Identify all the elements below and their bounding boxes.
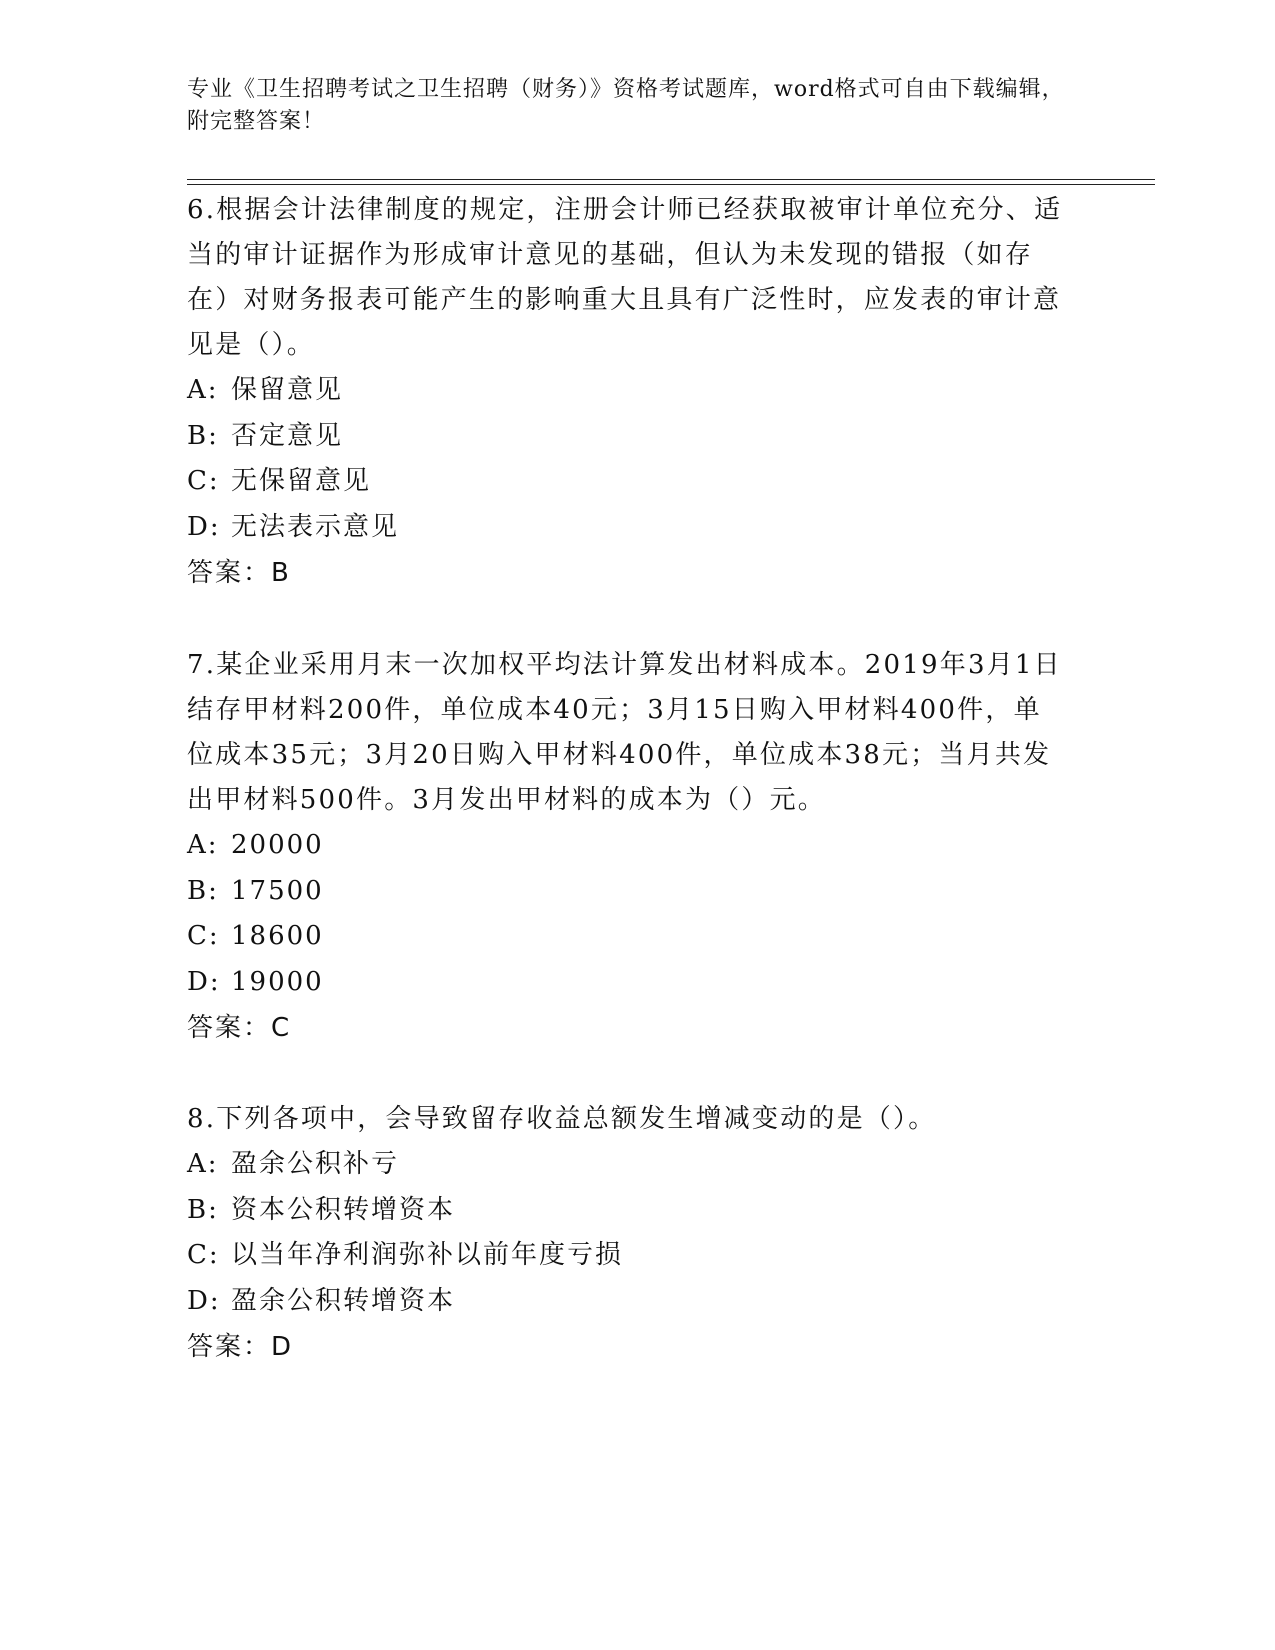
- option-letter: D:: [187, 1285, 221, 1316]
- option-text: 18600: [231, 921, 324, 951]
- option-letter: C:: [187, 466, 220, 496]
- option-a: [187, 1142, 1067, 1188]
- option-letter: C:: [187, 1240, 220, 1270]
- option-text: 盈余公积补亏: [231, 1149, 400, 1179]
- header-rule-top: [187, 179, 1155, 180]
- option-b: [187, 869, 1067, 915]
- answer-line: 答案：C: [187, 1013, 292, 1043]
- question-stem: 6.根据会计法律制度的规定，注册会计师已经获取被审计单位充分、适当的审计证据作为形成审计意见的基础，但认为未发现的错报（如存在）对财务报表可能产生的影响重大且具有广泛性时，应发表的审计意见是（）。: [187, 195, 1063, 360]
- question-stem: 8.下列各项中，会导致留存收益总额发生增减变动的是（）。: [187, 1104, 937, 1134]
- option-letter: A:: [187, 1149, 219, 1179]
- answer-line: 答案：B: [187, 558, 291, 588]
- option-text: 20000: [231, 830, 324, 860]
- answer-line: 答案：D: [187, 1332, 294, 1362]
- option-d: [187, 960, 1067, 1006]
- option-d: [187, 505, 1067, 551]
- option-a: [187, 823, 1067, 869]
- option-d: [187, 1279, 1067, 1325]
- question-7: [187, 643, 1067, 1051]
- option-a: [187, 368, 1067, 414]
- option-text: 以当年净利润弥补以前年度亏损: [231, 1240, 624, 1270]
- option-c: [187, 914, 1067, 960]
- option-letter: D:: [187, 511, 221, 542]
- option-text: 17500: [231, 875, 324, 906]
- question-stem: 7.某企业采用月末一次加权平均法计算发出材料成本。2019年3月1日结存甲材料200件，单位成本40元；3月15日购入甲材料400件，单位成本35元；3月20日购入甲材料400件，单位成本38元；当月共发出甲材料500件。3月发出甲材料的成本为（）元。: [187, 650, 1062, 815]
- option-text: 否定意见: [231, 420, 344, 451]
- option-b: [187, 414, 1067, 460]
- option-letter: B:: [187, 875, 219, 906]
- question-6: [187, 188, 1067, 596]
- option-text: 保留意见: [231, 375, 344, 405]
- option-text: 盈余公积转增资本: [231, 1285, 456, 1316]
- option-text: 无保留意见: [231, 466, 372, 496]
- option-c: [187, 459, 1067, 505]
- option-text: 无法表示意见: [231, 511, 400, 542]
- question-8: [187, 1097, 1067, 1370]
- option-letter: C:: [187, 921, 220, 951]
- option-letter: A:: [187, 830, 219, 860]
- option-letter: B:: [187, 420, 219, 451]
- option-text: 资本公积转增资本: [231, 1194, 456, 1225]
- header-title: 专业《卫生招聘考试之卫生招聘（财务）》资格考试题库，word格式可自由下载编辑，附完整答案！: [187, 77, 1065, 134]
- option-letter: A:: [187, 375, 219, 405]
- option-text: 19000: [231, 966, 324, 997]
- document-header: [187, 74, 1067, 138]
- option-b: [187, 1188, 1067, 1234]
- option-letter: B:: [187, 1194, 219, 1225]
- header-rule-bottom: [187, 184, 1155, 185]
- option-letter: D:: [187, 966, 221, 997]
- option-c: [187, 1233, 1067, 1279]
